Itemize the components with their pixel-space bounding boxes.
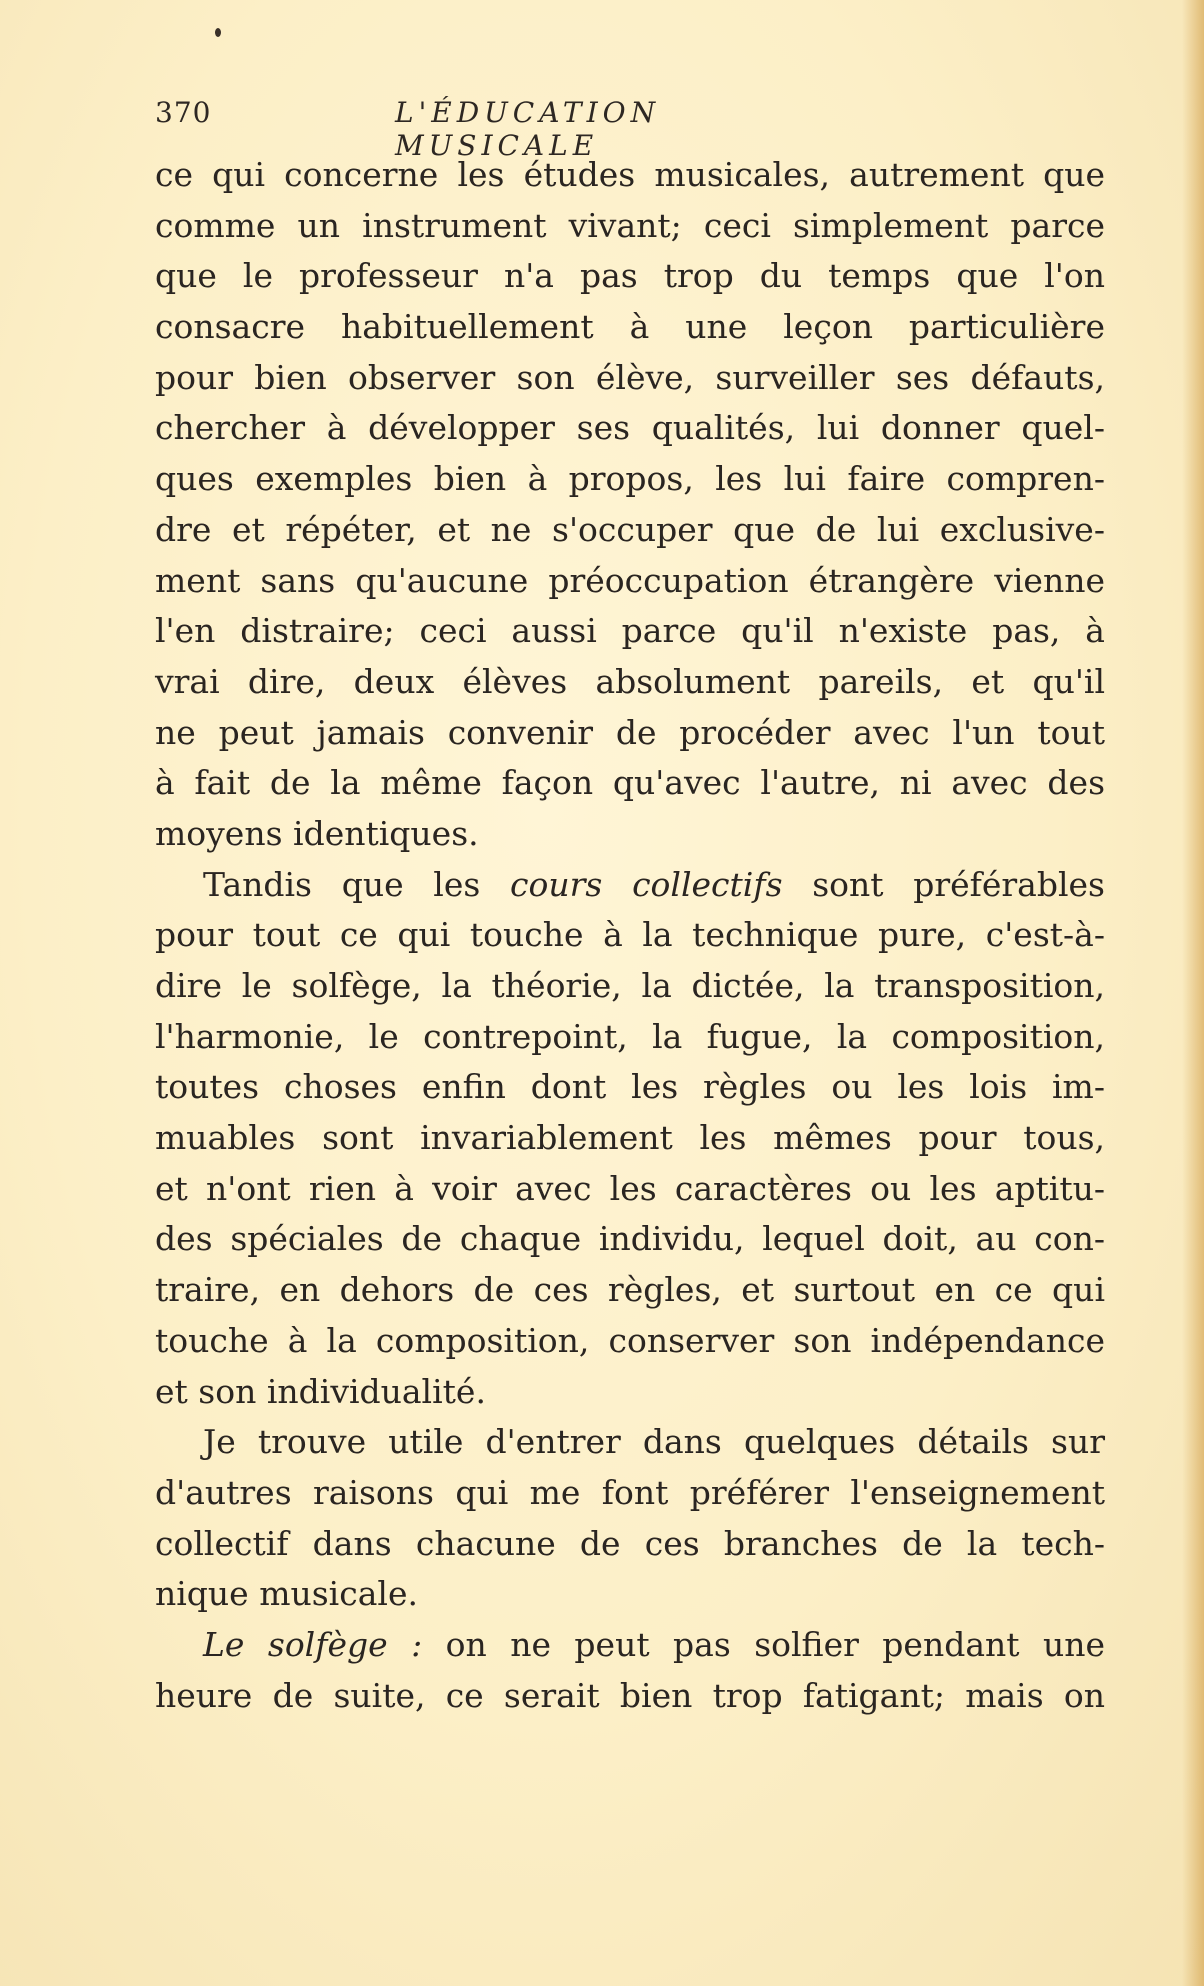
text-line: ne peut jamais convenir de procéder avec l'un tout [155,712,1105,752]
text-line: et n'ont rien à voir avec les caractères ou les aptitu- [155,1168,1105,1208]
paragraph-1 [155,150,1105,860]
text-line: ment sans qu'aucune préoccupation étrangère vienne [155,560,1105,600]
text-line: d'autres raisons qui me font préférer l'enseignement [155,1472,1105,1512]
page-number: 370 [155,96,212,129]
page-edge-shadow [1182,0,1204,1986]
text-line: toutes choses enfin dont les règles ou les lois im- [155,1067,1105,1107]
text-line: l'en distraire; ceci aussi parce qu'il n'existe pas, à [155,611,1105,651]
text-line: vrai dire, deux élèves absolument pareils, et qu'il [155,661,1105,701]
page-header [155,96,865,162]
text-line: consacre habituellement à une leçon particulière [155,307,1105,347]
emphasis-text: cours collectifs [510,864,783,904]
text-line: à fait de la même façon qu'avec l'autre, ni avec des [155,763,1105,803]
text-line: des spéciales de chaque individu, lequel doit, au con- [155,1219,1105,1259]
text-line: comme un instrument vivant; ceci simplement parce [155,205,1105,245]
text-line: pour bien observer son élève, surveiller ses défauts, [155,357,1105,397]
text-line: pour tout ce qui touche à la technique pure, c'est-à- [155,915,1105,955]
text-line: chercher à développer ses qualités, lui donner quel- [155,408,1105,448]
text-line: ques exemples bien à propos, les lui faire compren- [155,459,1105,499]
text-line: dire le solfège, la théorie, la dictée, la transposition, [155,966,1105,1005]
text-line: nique musicale. [155,1574,418,1614]
paragraph-3 [155,1417,1105,1620]
text-run: on ne peut pas solfier pendant une [422,1624,1106,1664]
text-line: l'harmonie, le contrepoint, la fugue, la composition, [155,1016,1105,1056]
emphasis-text: Le solfège : [203,1624,423,1664]
text-line: collectif dans chacune de ces branches de la tech- [155,1523,1105,1563]
text-line: et son individualité. [155,1371,486,1411]
text-line-first [155,860,1105,911]
text-line: heure de suite, ce serait bien trop fatigant; mais on [155,1675,1105,1715]
text-line: muables sont invariablement les mêmes pour tous, [155,1118,1105,1158]
text-line: dre et répéter, et ne s'occuper que de lui exclusive- [155,509,1105,549]
text-line: touche à la composition, conserver son indépendance [155,1320,1105,1360]
text-line: ce qui concerne les études musicales, autrement que [155,155,1105,194]
text-line-first: Je trouve utile d'entrer dans quelques détails sur [203,1422,1105,1462]
text-line: que le professeur n'a pas trop du temps que l'on [155,256,1105,296]
body-text [155,150,1105,1721]
text-run: sont préférables [782,864,1105,904]
paragraph-2 [155,860,1105,1418]
ink-speck [215,28,221,37]
text-line: moyens identiques. [155,813,479,853]
text-run: Tandis que les [203,864,511,904]
paragraph-4 [155,1620,1105,1721]
running-title: L'ÉDUCATION MUSICALE [395,96,661,162]
text-line: traire, en dehors de ces règles, et surtout en ce qui [155,1270,1105,1310]
text-line-first [155,1620,1105,1671]
